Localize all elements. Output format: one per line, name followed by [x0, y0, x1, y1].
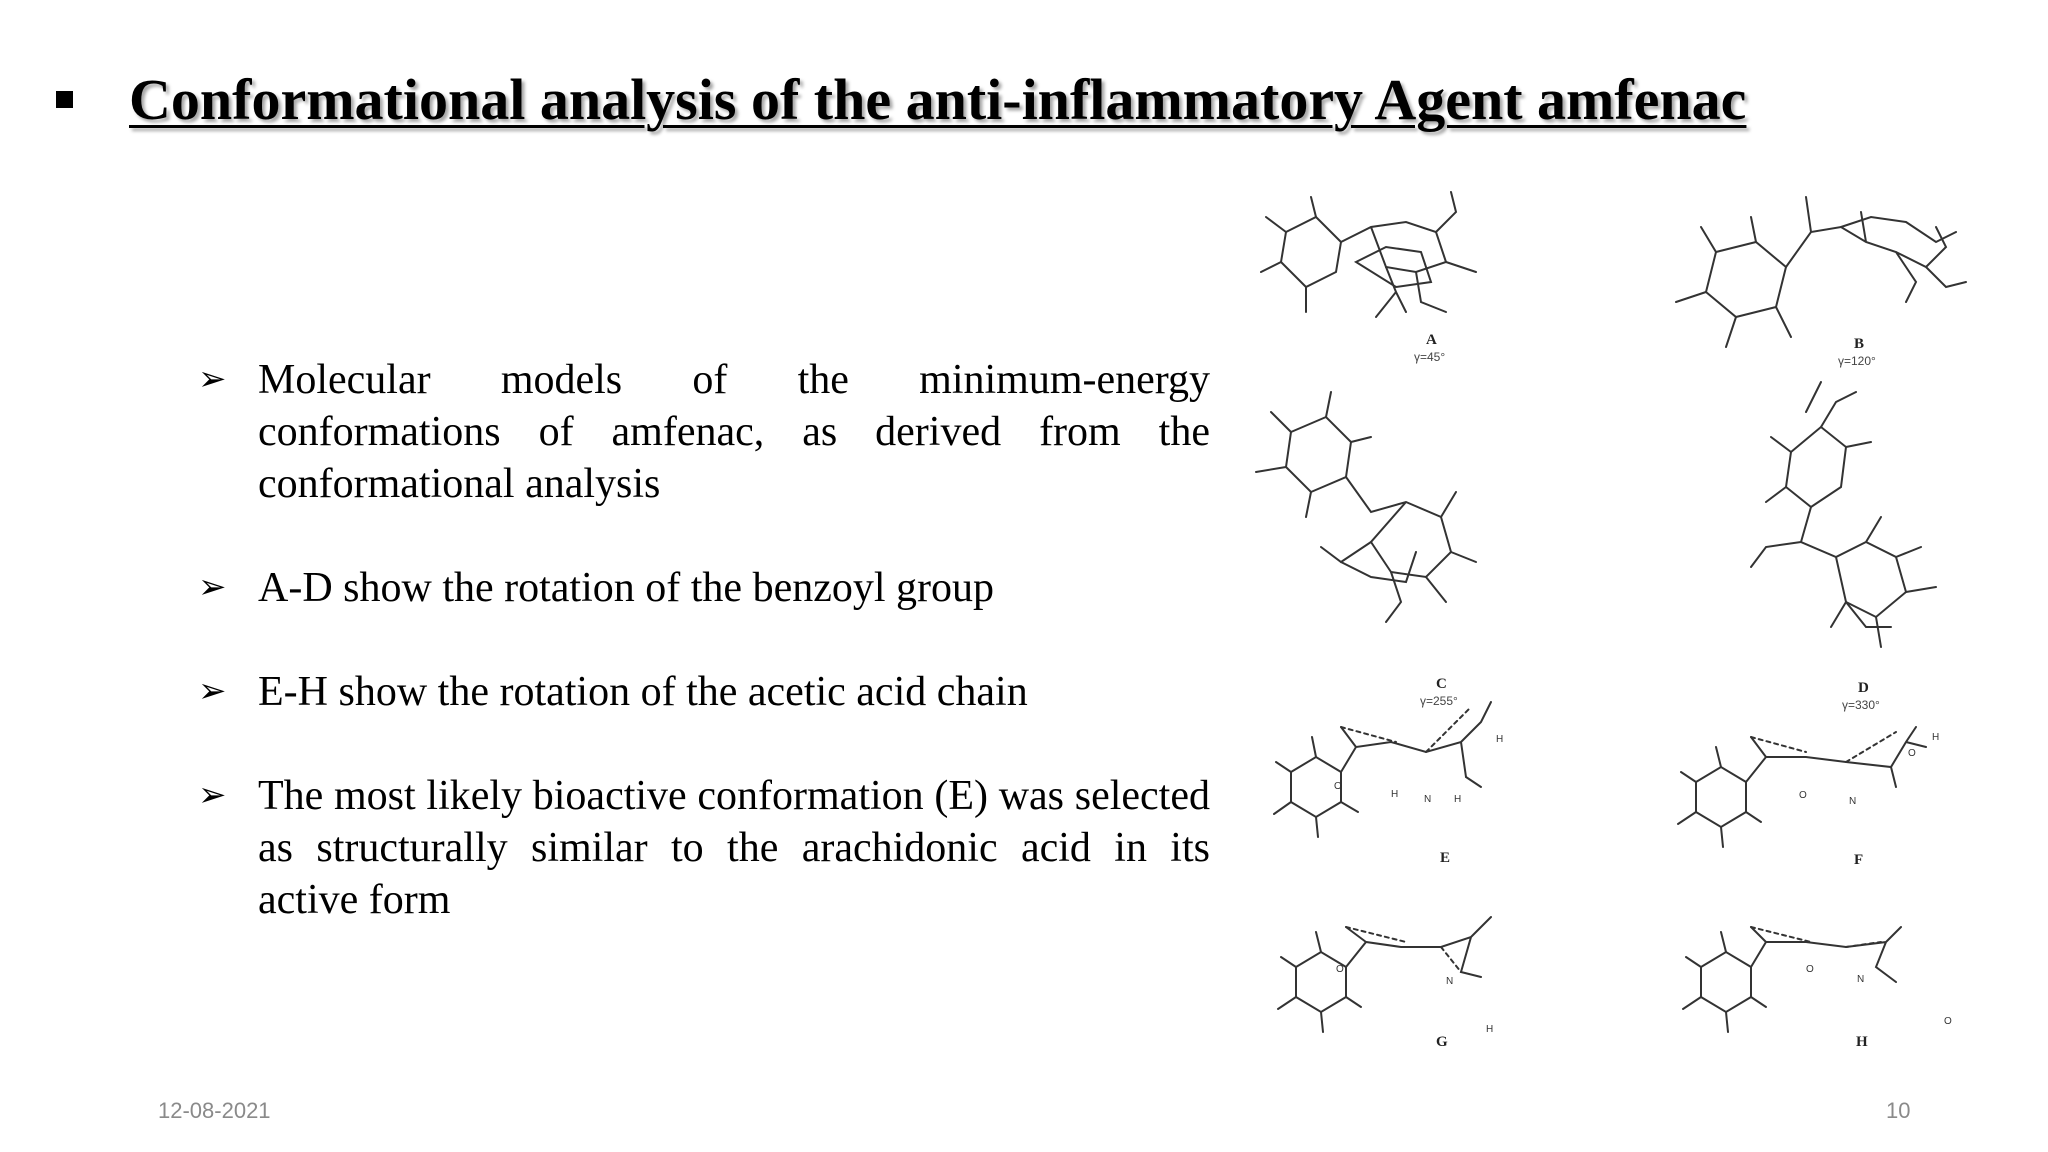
- atom-label: H: [1932, 732, 1940, 743]
- atom-label: N: [1857, 974, 1865, 985]
- molecule-model-c: [1256, 392, 1476, 622]
- panel-angle-b: γ=120°: [1838, 354, 1876, 368]
- atom-label: H: [1496, 734, 1504, 745]
- molecule-model-a: [1261, 192, 1476, 317]
- arrow-bullet-icon: ➢: [198, 569, 227, 606]
- panel-label-c: C: [1436, 676, 1447, 692]
- atom-label: O: [1799, 790, 1807, 801]
- atom-label: N: [1446, 976, 1454, 987]
- arrow-bullet-icon: ➢: [198, 673, 227, 710]
- atom-label: O: [1334, 781, 1342, 792]
- bullet-item: [198, 354, 1210, 510]
- molecule-model-d: [1751, 382, 1936, 647]
- atom-label: H: [1391, 789, 1399, 800]
- bullet-item: [198, 770, 1210, 926]
- panel-label-g: G: [1436, 1034, 1448, 1050]
- arrow-bullet-icon: ➢: [198, 777, 227, 814]
- atom-label: H: [1486, 1024, 1494, 1035]
- panel-angle-a: γ=45°: [1414, 350, 1446, 364]
- page-number: 10: [1886, 1098, 1911, 1123]
- molecule-model-e: [1274, 702, 1491, 837]
- footer-date: 12-08-2021: [158, 1098, 271, 1123]
- panel-label-f: F: [1854, 852, 1864, 868]
- bullet-list: [198, 354, 1210, 978]
- panel-label-b: B: [1854, 336, 1865, 352]
- title-row: [56, 68, 1956, 132]
- atom-label: H: [1454, 794, 1462, 805]
- atom-label: O: [1806, 964, 1814, 975]
- atom-label: O: [1944, 1016, 1952, 1027]
- square-bullet-icon: [56, 91, 73, 108]
- bullet-item: [198, 562, 1210, 614]
- atom-label: N: [1424, 794, 1432, 805]
- panel-label-e: E: [1440, 850, 1451, 866]
- panel-angle-d: γ=330°: [1842, 698, 1880, 712]
- slide-title: Conformational analysis of the anti-inflammatory Agent amfenac: [129, 67, 1747, 132]
- atom-label: O: [1336, 964, 1344, 975]
- molecule-model-b: [1676, 197, 1966, 347]
- bullet-item: [198, 666, 1210, 718]
- panel-label-a: A: [1426, 332, 1437, 348]
- amfenac-conformation-figure: [1246, 172, 2014, 1102]
- molecule-model-g: [1278, 917, 1491, 1032]
- panel-label-h: H: [1856, 1034, 1868, 1050]
- molecule-model-h: [1683, 927, 1901, 1032]
- bullet-text: A-D show the rotation of the benzoyl group: [258, 565, 995, 611]
- bullet-text: Molecular models of the minimum-energy conformations of amfenac, as derived from the conformational analysis: [258, 357, 1210, 507]
- panel-angle-c: γ=255°: [1420, 694, 1458, 708]
- panel-label-d: D: [1858, 680, 1869, 696]
- bullet-text: The most likely bioactive conformation (E) was selected as structurally similar to the arachidonic acid in its active form: [258, 773, 1210, 923]
- arrow-bullet-icon: ➢: [198, 361, 227, 398]
- bullet-text: E-H show the rotation of the acetic acid chain: [258, 669, 1028, 715]
- atom-label: N: [1849, 796, 1857, 807]
- molecule-model-f: [1678, 727, 1926, 847]
- atom-label: O: [1908, 748, 1916, 759]
